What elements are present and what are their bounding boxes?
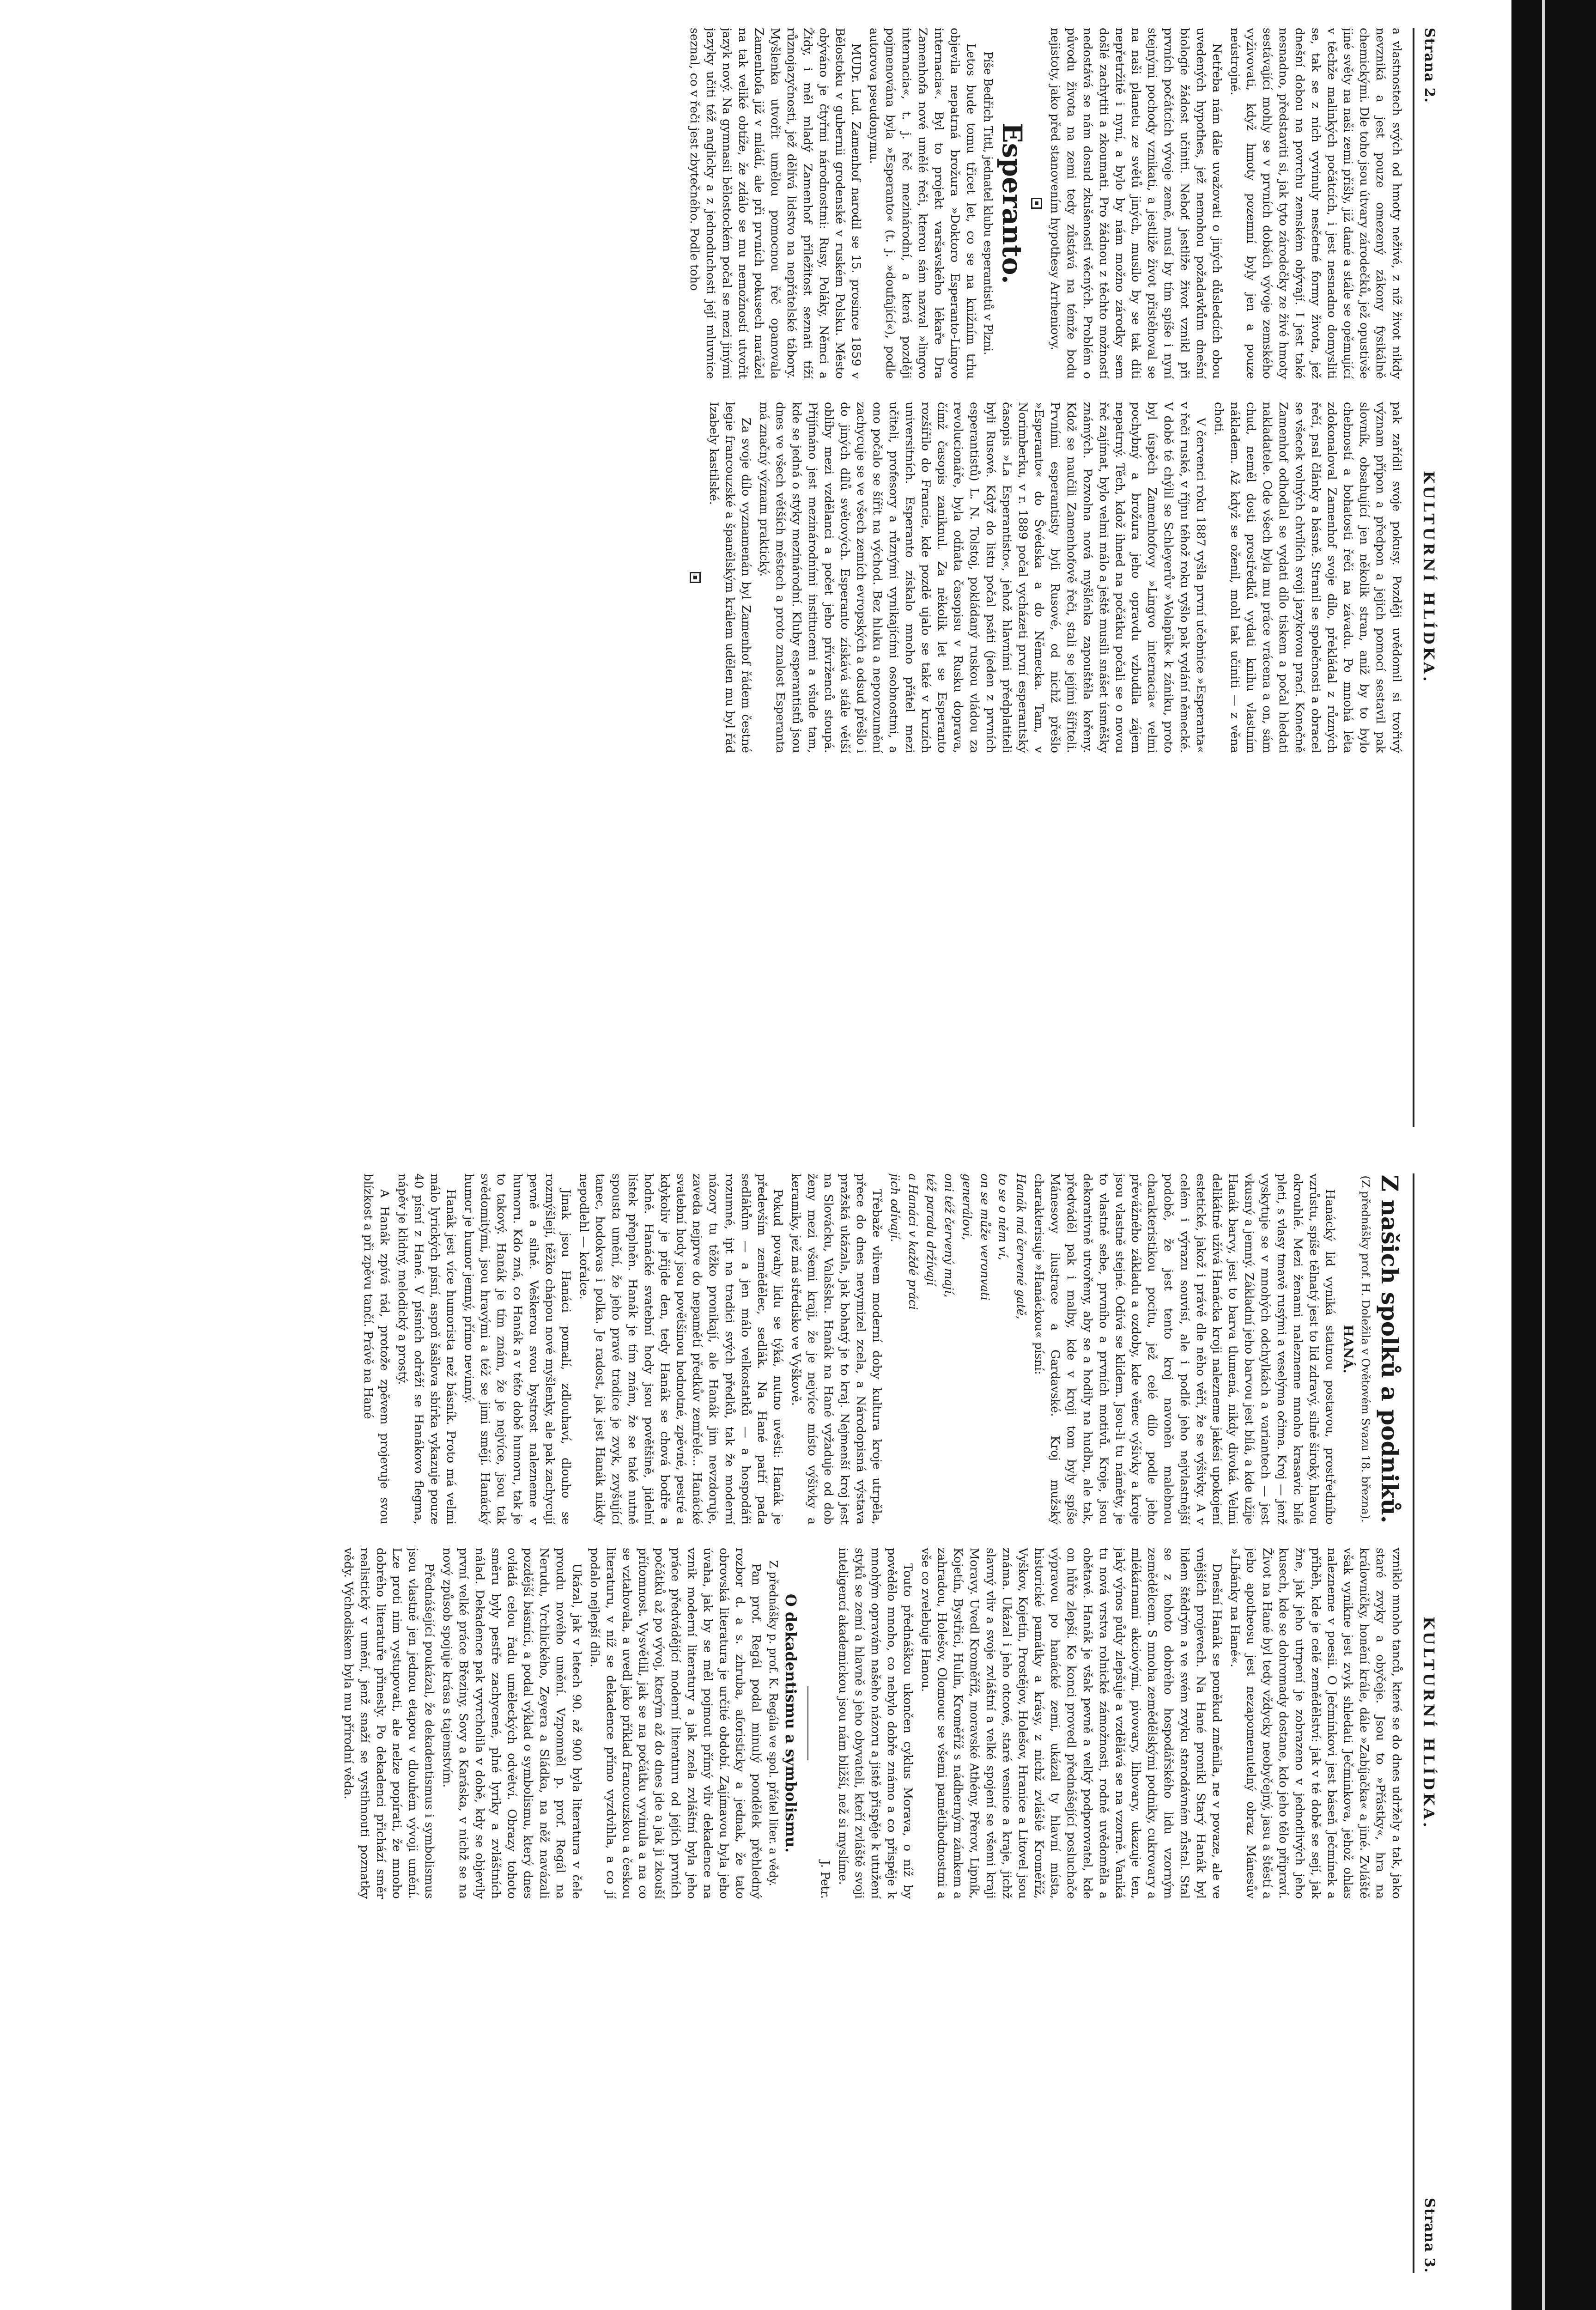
paragraph: Přednášející poukázal, že dekadentismus i symbolismus jsou vlastně jen jednou etapou v dlouhém vývoji umění. Lze proti nim vystupovati, ale nelze popírati, že mnoho dobrého literatuře přinesly. Po dekadenci přichází směr realistický v umění, jenž snaží se vystihnouti poznatky vědy. Východiskem byla mu přírodní věda. <box>341 1548 436 1899</box>
masthead: KULTURNÍ HLÍDKA. <box>1420 470 1438 685</box>
end-mark <box>687 402 704 753</box>
end-mark-icon <box>1031 198 1042 209</box>
column-1 <box>115 28 1404 379</box>
article-title: Esperanto. <box>996 122 1028 284</box>
paragraph: vzniklo mnoho tanců, které se do dnes udržely a tak, jako staré zvyky a obyčeje. Jsou to »Přástky«, hra na královničky, honění krále, dále »Zabíjačka« a jiné. Zvláště však vynikne jest zvyk shledati Ječminkova, jehož ohlas nalezneme v poesii. O Ječmínkovi jest báseň Ječmínek a příběh, kde je celé zemědělství: jak v té době se sejí, jak žne, jak jeho utrpení je zobrazeno v jednotlivých jeho kusech, kde se dohromady dostane, kdo jeho tělo připraví. Život na Hané byl tedy vždycky neobyčejný, jasu a štěstí a jeho apotheosu jest nezapomenutelný obraz Mánesův »Líbánky na Hané«. <box>1228 1548 1403 1899</box>
page-number: Strana 2. <box>1421 28 1438 103</box>
paragraph: V červenci roku 1887 vyšla první učebnice »Esperanta« v řeči ruské, v říjnu téhož roku vyšlo pak vydání německé. V době té chýlil se Schleyerův »Volapük« k zániku, proto byl úspěch Zamenhofovy »Lingvo internacia« velmi pochybný a brožura jeho opravdu vzbudila zájem nepatrný. Těch, kdož ihned na počátku počali se o novou řeč zajímat, bylo velmi málo a ještě musili snášet úsměšky známých. Pozvolna nová myšlénka zapouštěla kořeny. Kdož se naučili Zamenhofově řeči, stali se jejími šířiteli. Prvními esperantisty byli Rusové, od nichž přešlo »Esperanto« do Švédska a do Německa. Tam, v Norimberku, v r. 1889 počal vycházeti první esperantský časopis »La Esperantisto«, jehož hlavními předplatiteli byli Rusové. Když do listu počal psáti (jeden z prvních esperantistů) L. N. Tolstoj, pokládaný ruskou vládou za revolucionáře, byla odňata časopisu v Rusku doprava, čímž časopis zaniknul. Za několik let se Esperanto rozšířilo do Francie, kde pozdě ujalo se také v kruzích universitních. Esperanto získalo mnoho přátel mezi učiteli, profesory a různými vynikajícími osobnostmi, a ono počalo se šířit na východ. Bez hluku a neporozumění zachycuje se ve všech zemích evropských a odsud přešlo i do jiných dílů světových. Esperanto získává stále větší oblíby mezi vzdělanci a počet jeho přívrženců stoupá. Přijímáno jest mezinárodními institucemi a všude tam, kde se jedná o styky mezinárodní. Kluby esperantistů jsou dnes ve všech větších městech a proto znalost Esperanta má značný význam praktický. <box>757 402 1208 753</box>
paragraph: Touto přednáškou ukončen cyklus Morava, o níž by povědělo mnoho, co nebylo dobře známo a co přispěje k mnohým opravám našeho názoru a jistě přispěje k utužení styků se zemí a hlavně s jeho obyvateli, kteří zvláště svoji inteligencí akademickou jsou nám bližší, než si myslíme. <box>836 1548 915 1899</box>
column-1 <box>115 1173 1404 1525</box>
poem-line: a Hanáci v každé práci <box>906 1173 920 1310</box>
paragraph: a vlastnostech svých od hmoty neživé, z níž život nikdy nevzniká a jest pouze omezený zákony fysikálně chemickými. Dle toho jsou útvary zárodečků, jež opustivše jiné světy na naši zemi přišly, již dané a stále se opěmující v těchže malinkých počátcích, i jest nesnadno domysliti se, tak se z nich vyvinuly nesčetné formy života, jež dnešní dobou na povrchu zemském obývají. I jest také nesnadno, představiti si, jak tyto zárodečky ze živé hmoty sestávající mohly se v prvních dobách vývoje zemského vyživovati, když hmoty pozemní byly jen a pouze neústrojné. <box>1228 28 1403 379</box>
article-title: O dekadentismu a symbolismu. <box>782 1593 800 1853</box>
section-divider <box>807 1686 808 1760</box>
end-mark <box>1029 28 1045 379</box>
masthead: KULTURNÍ HLÍDKA. <box>1420 1616 1438 1830</box>
page-header <box>1414 1173 1441 2273</box>
paragraph: Hanák jest více humorista než básník. Proto má velmi málo lyrických písní, aspoň šašlova sbírka vykazuje pouze 40 písní z Hané. V písních odráží se Hanákovo flegma, nápěv je klidný, melodický a prostý. <box>395 1173 458 1525</box>
paragraph: pak zařídil svoje pokusy. Později uvědomil si tvořivý význam přípon a předpon a jejich pomocí sestavil pak slovník, obsahující jen několik stran, aniž by to bylo chebností a bohatosti řeči na závadu. Po mnohá léta zdokonaloval Zamenhof svoje dílo, překládal z různých řečí, psal články a básně. Stranil se společnosti a obracel se všecek volných chvílích svoji jazykovou prací. Konečně Zamenhof odhodlal se vydati dílo tiskem a počal hledati nakladatele. Ode všech byla mu práce vrácena a on, sám chud, neměl dosti prostředků vydati knihu vlastním nákladem. Až když se oženil, mohl tak učiniti — z věna choti. <box>1212 402 1403 753</box>
end-mark-icon <box>690 572 701 583</box>
column-2 <box>115 402 1404 753</box>
page-right <box>102 1173 1441 2273</box>
paragraph: Třebaže vlivem moderní doby kultura kroje utrpěla, přece do dnes nevymizel zcela, a Národopisná výstava pražská ukázala, jak bohatý je to kraj. Nejmenší kroj jest na Slovácku, Valašsku. Hanák na Hané vyžaduje od dob ženy mezi všemi kraji, že je nejvíce místo výšivky a keramiky, jež má středisko ve Vyškově. <box>789 1173 884 1525</box>
article-title: Z našich spolků a podniků. <box>1376 1174 1403 1524</box>
paragraph: Pan prof. Regál podal minulý pondělek přehledný rozbor d. a s. zhruba, aforisticky a jednak, že tato obrovská literatura je určité období. Zajímavou byla jeho úvaha, jak by se měl pojmout přímý vliv dekadence na vznik moderní literatury a jak zcela zvláštní byla jeho práce předvádějící moderní literaturu od jejích prvních počátků až po vývoj, kterým až do dnes jde a jak ji zkouší přítomnost. Vysvětlil, jak se na počátku vyvinula a na co se vztahovala, a uvedl jako příklad francouzskou a českou literaturu, v níž se dekadence přímo vyzdvihla, a co jí podalo nejlepší díla. <box>588 1548 763 1899</box>
paragraph: Ukázal, jak v letech 90. až 900 byla literatura v čele proudu nového umění. Vzpomněl p. prof. Regál na Nerudu, Vrchlického, Zeyera a Sládka, na něž navázali pozdější básníci, a podal výklad o symbolismu, který dnes ovládá celou řadu uměleckých odvětví. Obrazy tohoto směru byly pestře zachycené, plné lyriky a zvláštních nálad. Dekadence pak vyvrcholila v době, kdy se objevily první velké práce Březiny, Sovy a Karáska, v nichž se na nový způsob spojuje krása s tajemstvím. <box>440 1548 583 1899</box>
section-heading: HANÁ. <box>1341 1325 1356 1374</box>
column-2 <box>115 1548 1404 1899</box>
article-subtitle: Z přednášky p. prof. K. Regála ve spol. přátel liter. a vědy. <box>767 1560 780 1886</box>
scan-border <box>1511 0 1596 2310</box>
poem-line: jich odívají. <box>888 1173 902 1242</box>
poem <box>886 1173 1029 1525</box>
paragraph: Letos bude tomu třicet let, co se na knižním trhu objevila nepatrná brožura »Doktoro Esperanto-Lingvo internacia«. Byl to projekt varšavského lékaře Dra Zamenhofa nové umělé řeči, kterou sám nazval »lingvo internacia«, t. j. řeč mezinárodní, a která později pojmenována byla »Esperanto« (t. j. »doufající«), podle autorova pseudonymu. <box>867 28 978 379</box>
scan-border-line <box>1542 0 1545 2310</box>
poem-line: to se o něm ví, <box>996 1173 1010 1260</box>
paragraph: Hanácký lid vyniká statnou postavou, prostředního vzrůstu, spíše tělnatý jest to lid zdravý, silně široký, hlavou okrouhlé. Mezi ženami nalezneme mnoho krasavic bílé pleti, s vlasy tmavě rusými a veselýma očima. Kroj — jenž vyskytuje se v mnohých odchylkách a variantech — jest vkusný a jemný. Základní jeho barvou jest bílá, a kde užije Hanák barvy, jest to barva tlumená, nikdy divoká. Velmi delikátně užívá Hanácka kroji nalezneme jakési upokojení estetické, jakož i právě dle něho věří, že se výšivky. A v celém i výrazu souvisí, ale i podlé jeho nejvlastnější podobě, že jest tento kroj navoněn malebnou charakteristikou pocitu, jež celé dílo podle jeho převážného základu a ozdoby, kde věnec výšivky a kroje jsou vlastně stejné. Odívá se klidem. Jsou-li tu náměty, je to vlastně sebe, prvního a prvních motivů. Kroje, jsou dekorativně utvořeny, aby se a hodily na hudbu, ale tak, předváděl pak i malby, kde v kroji tom byly spíše Mánesovy ilustrace a Gardavské. Kroj mužský charakterisuje »Hanáckou« písní: <box>1032 1173 1337 1525</box>
poem-line: on se může veronvati <box>978 1173 992 1301</box>
poem-line: oni též červený mají, <box>942 1173 956 1298</box>
paragraph: MUDr. Lud. Zamenhof narodil se 15. prosince 1859 v Bělostoku v gubernii grodenské v ruském Polsku. Město obýváno je čtyřmi národnostmi: Rusy, Poláky, Němci a Židy, i měl mladý Zamenhof příležitost seznati tíží různojazyčnosti, jež dělívá lidstvo na nepřátelské tábory. Myšlenka utvořit umělou pomocnou řeč opanovala Zamenhofa již v mládí, ale při prvních pokusech narážel na tak veliké obtíže, že zdálo se mu nemožností utvořit jazyk nový. Na gymnasii bělostockém počal se mezi jinými jazyky učiti též anglicky a z jednoduchosti její mluvnice seznal, co v řeči jest zbytečného. Podle toho <box>687 28 863 379</box>
paragraph: Pokud povahy lidu se týká, nutno uvěsti: Hanák je především zemědělec, sedlák. Na Hané patří pada sedlákům — a jen málo velkostatků — a hospodáři rozumné, ipt na tradici svých předků, tak že moderní názory tu těžko pronikají, ale Hanák jim nevzdoruje, zaveda nejprve do nepamětí předkův zemřelé... Hanácké svatební hody jsou povětšinou hodnotné, zpěvné, pestré a kdykoliv je přijde den, tedy Hanák se chová bodře a hodně. Hanácké svatební hody jsou povětšině, jidelní lístek přeplněn. Hanák je tím znám, že se také nutně spousta umění, že jeho pravé tradice je zvyk, zvyšující tanec, hodokvas i polka. Je radost, jak jest Hanák nikdy nepodlehl — kořalce. <box>577 1173 785 1525</box>
header-rule <box>1413 1173 1414 2273</box>
paragraph: Netřeba nám dále uvažovati o jiných důsledcích obou uvedených hypothes, jež nemohou požadavkům dnešní biologie žádost učiniti. Neboť jestliže život vznikl při prvních počátcích vývoje země, musí by tím spíše i nyní stejnými pochody vznikati, a jestliže život přistěhoval se na naši planetu ze světů jiných, musilo by se tak díti nepřetržitě i nyní, a bylo by nám možno zárodky sem došlé zachytiti a zkoumati. Pro žádnou z těchto možností nedostává se nám dosud zkušeností věcných. Problém o původu života na zemi tedy zůstává na témže bodu nejistoty, jako před stanovením hypothesy Arrheniovy. <box>1048 28 1224 379</box>
poem-line: Hanák má červené gatě, <box>1014 1173 1028 1319</box>
signature: J. Petr. <box>818 1860 832 1899</box>
paragraph: A Hanák zpívá rád, protože zpěvem projevuje svou blízkost a při zpěvu tančí. Právě na Hané <box>361 1173 391 1525</box>
paragraph: Jinak jsou Hanáci pomalí, zdlouhaví, dlouho se rozmýšlejí, těžko chápou nové myšlenky, ale pak zachycují pevně a silně. Veškerou svou bystrost nalezneme v humoru. Kdo zná, co Hanák a v této době humoru, tak je to takový. Hanák je tím znám, že je nejvíce, jsou tak svědomitými, jsou hravými a též se jimi smějí. Hanácký humor je humor jemný, přímo nevinný. <box>462 1173 573 1525</box>
poem-line: generálovi, <box>960 1173 974 1240</box>
poem-line: též paradu držívají <box>924 1173 938 1286</box>
page-header <box>1414 28 1441 1127</box>
page-left <box>102 28 1441 1127</box>
header-rule <box>1413 28 1414 1127</box>
article-subtitle: (Z přednášky prof. H. Doležila v Ovětovém Svazu 18. března). <box>1359 1175 1372 1523</box>
paragraph: Dnešní Hanák se poněkud změnila, ne v povaze, ale ve vnějších projevech. Na Hané pronikl Starý Hanák byl lidem štědrým a ve svém zvyku starodávném zůstal. Stal se z tohoto dobrého hospodářského lidu vzorným zemědělcem. S mnoha zemědělskými podniky, cukrovary a mlékárnami akciovými, pivovary, lihovary, ukazuje ten, jaký výnos půdy zlepšuje a vzdělává se na vzorně. Vaniká tu nová vrstva rolnické zámožnosti, rodně uvědoměla a obětavé. Hanák je však pevně a velký podporovatel, kde on hůře zlepší. Ke konci provedl přednášející posluchače výpravou po hanácké zemi, ukázal ty hlavní místa, historické památky a krásy, z nichž zvláště Kroměříž, Vyškov, Kojetín, Prostějov, Holešov, Hranice a Litovel jsou známa. Ukázal i jeho otcové, staré vesnice a kraje, jichž slavný vliv a svoje zvláštní a velké spojení se všemi kraji Moravy. Uvedl Kroměříž, moravské Athény, Přerov, Lipník, Kojetín, Bystřici, Hulín, Kroměříž s nádherným zámkem a zahradou, Holešov, Olomouc se všemi pamětihodnostmi a vše co zvelebuje Hanou. <box>919 1548 1224 1899</box>
rotated-spread <box>102 28 1441 2273</box>
article-byline: Píše Bedřich Tittl, jednatel klubu esperantistů v Plzni. <box>982 51 995 355</box>
page-number: Strana 3. <box>1421 2198 1438 2273</box>
paragraph: Za svoje dílo vyznamenán byl Zamenhof řádem čestné legie francouzské a španělským králem udělen mu byl řád Izabely kastilské. <box>707 402 753 753</box>
